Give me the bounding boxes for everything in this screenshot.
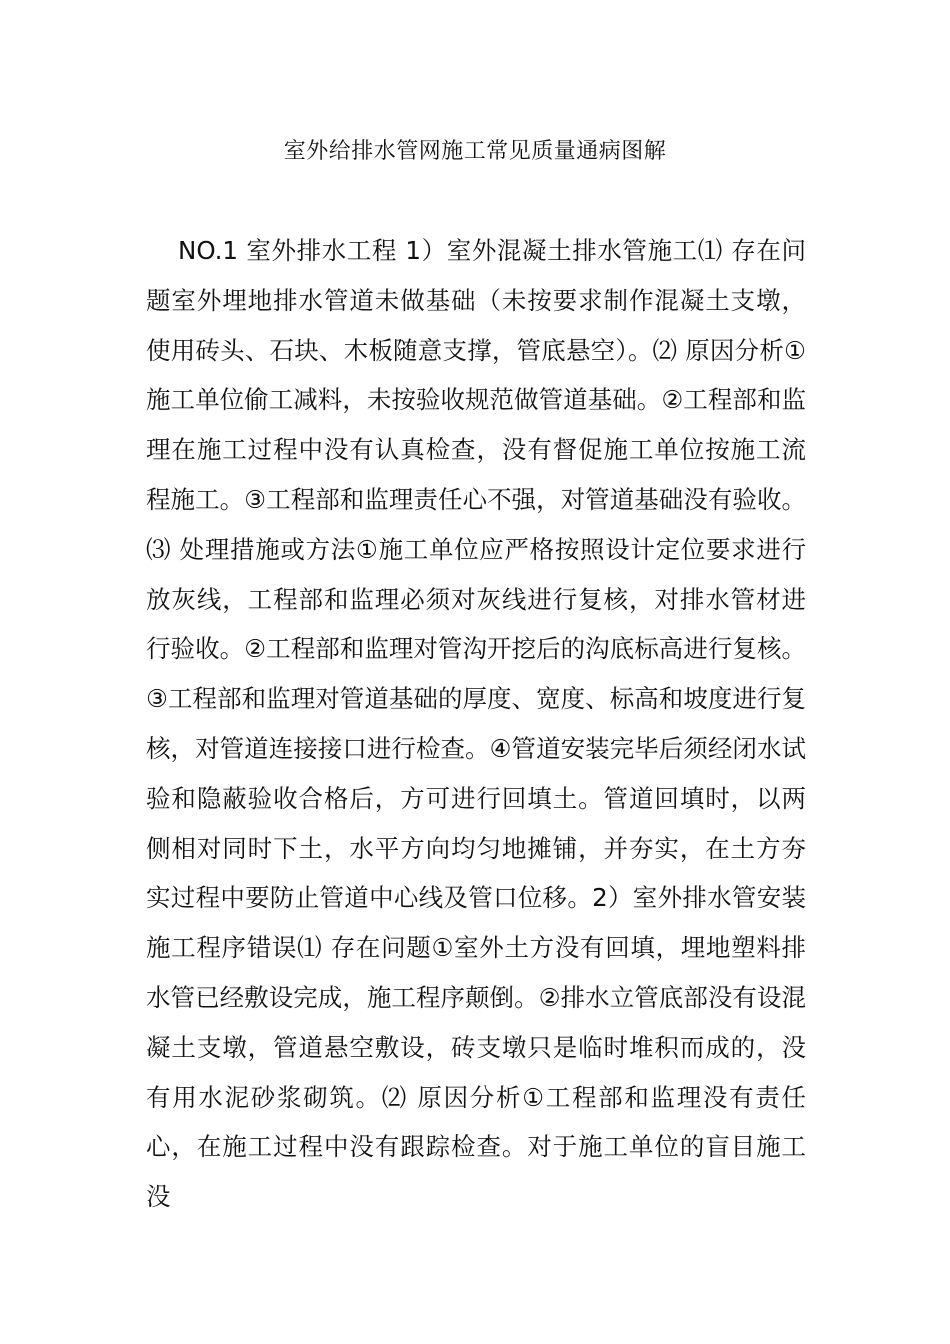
body-paragraph: NO.1 室外排水工程 1）室外混凝土排水管施工⑴ 存在问题室外埋地排水管道未做基础（未按要求制作混凝土支墩，使用砖头、石块、木板随意支撑，管底悬空）。⑵ 原因分析①施工单位偷工减料，未按验收规范做管道基础。②工程部和监理在施工过程中没有认真检查，没有督促施工单位按施工流程施工。③工程部和监理责任心不强，对管道基础没有验收。⑶ 处理措施或方法①施工单位应严格按照设计定位要求进行放灰线，工程部和监理必须对灰线进行复核，对排水管材进行验收。②工程部和监理对管沟开挖后的沟底标高进行复核。③工程部和监理对管道基础的厚度、宽度、标高和坡度进行复核，对管道连接接口进行检查。④管道安装完毕后须经闭水试验和隐蔽验收合格后，方可进行回填土。管道回填时，以两侧相对同时下土，水平方向均匀地摊铺，并夯实，在土方夯实过程中要防止管道中心线及管口位移。2）室外排水管安装施工程序错误⑴ 存在问题①室外土方没有回填，埋地塑料排水管已经敷设完成，施工程序颠倒。②排水立管底部没有设混凝土支墩，管道悬空敷设，砖支墩只是临时堆积而成的，没有用水泥砂浆砌筑。⑵ 原因分析①工程部和监理没有责任心，在施工过程中没有跟踪检查。对于施工单位的盲目施工没 — [146, 236, 806, 1212]
document-title: 室外给排水管网施工常见质量通病图解 — [283, 139, 667, 164]
